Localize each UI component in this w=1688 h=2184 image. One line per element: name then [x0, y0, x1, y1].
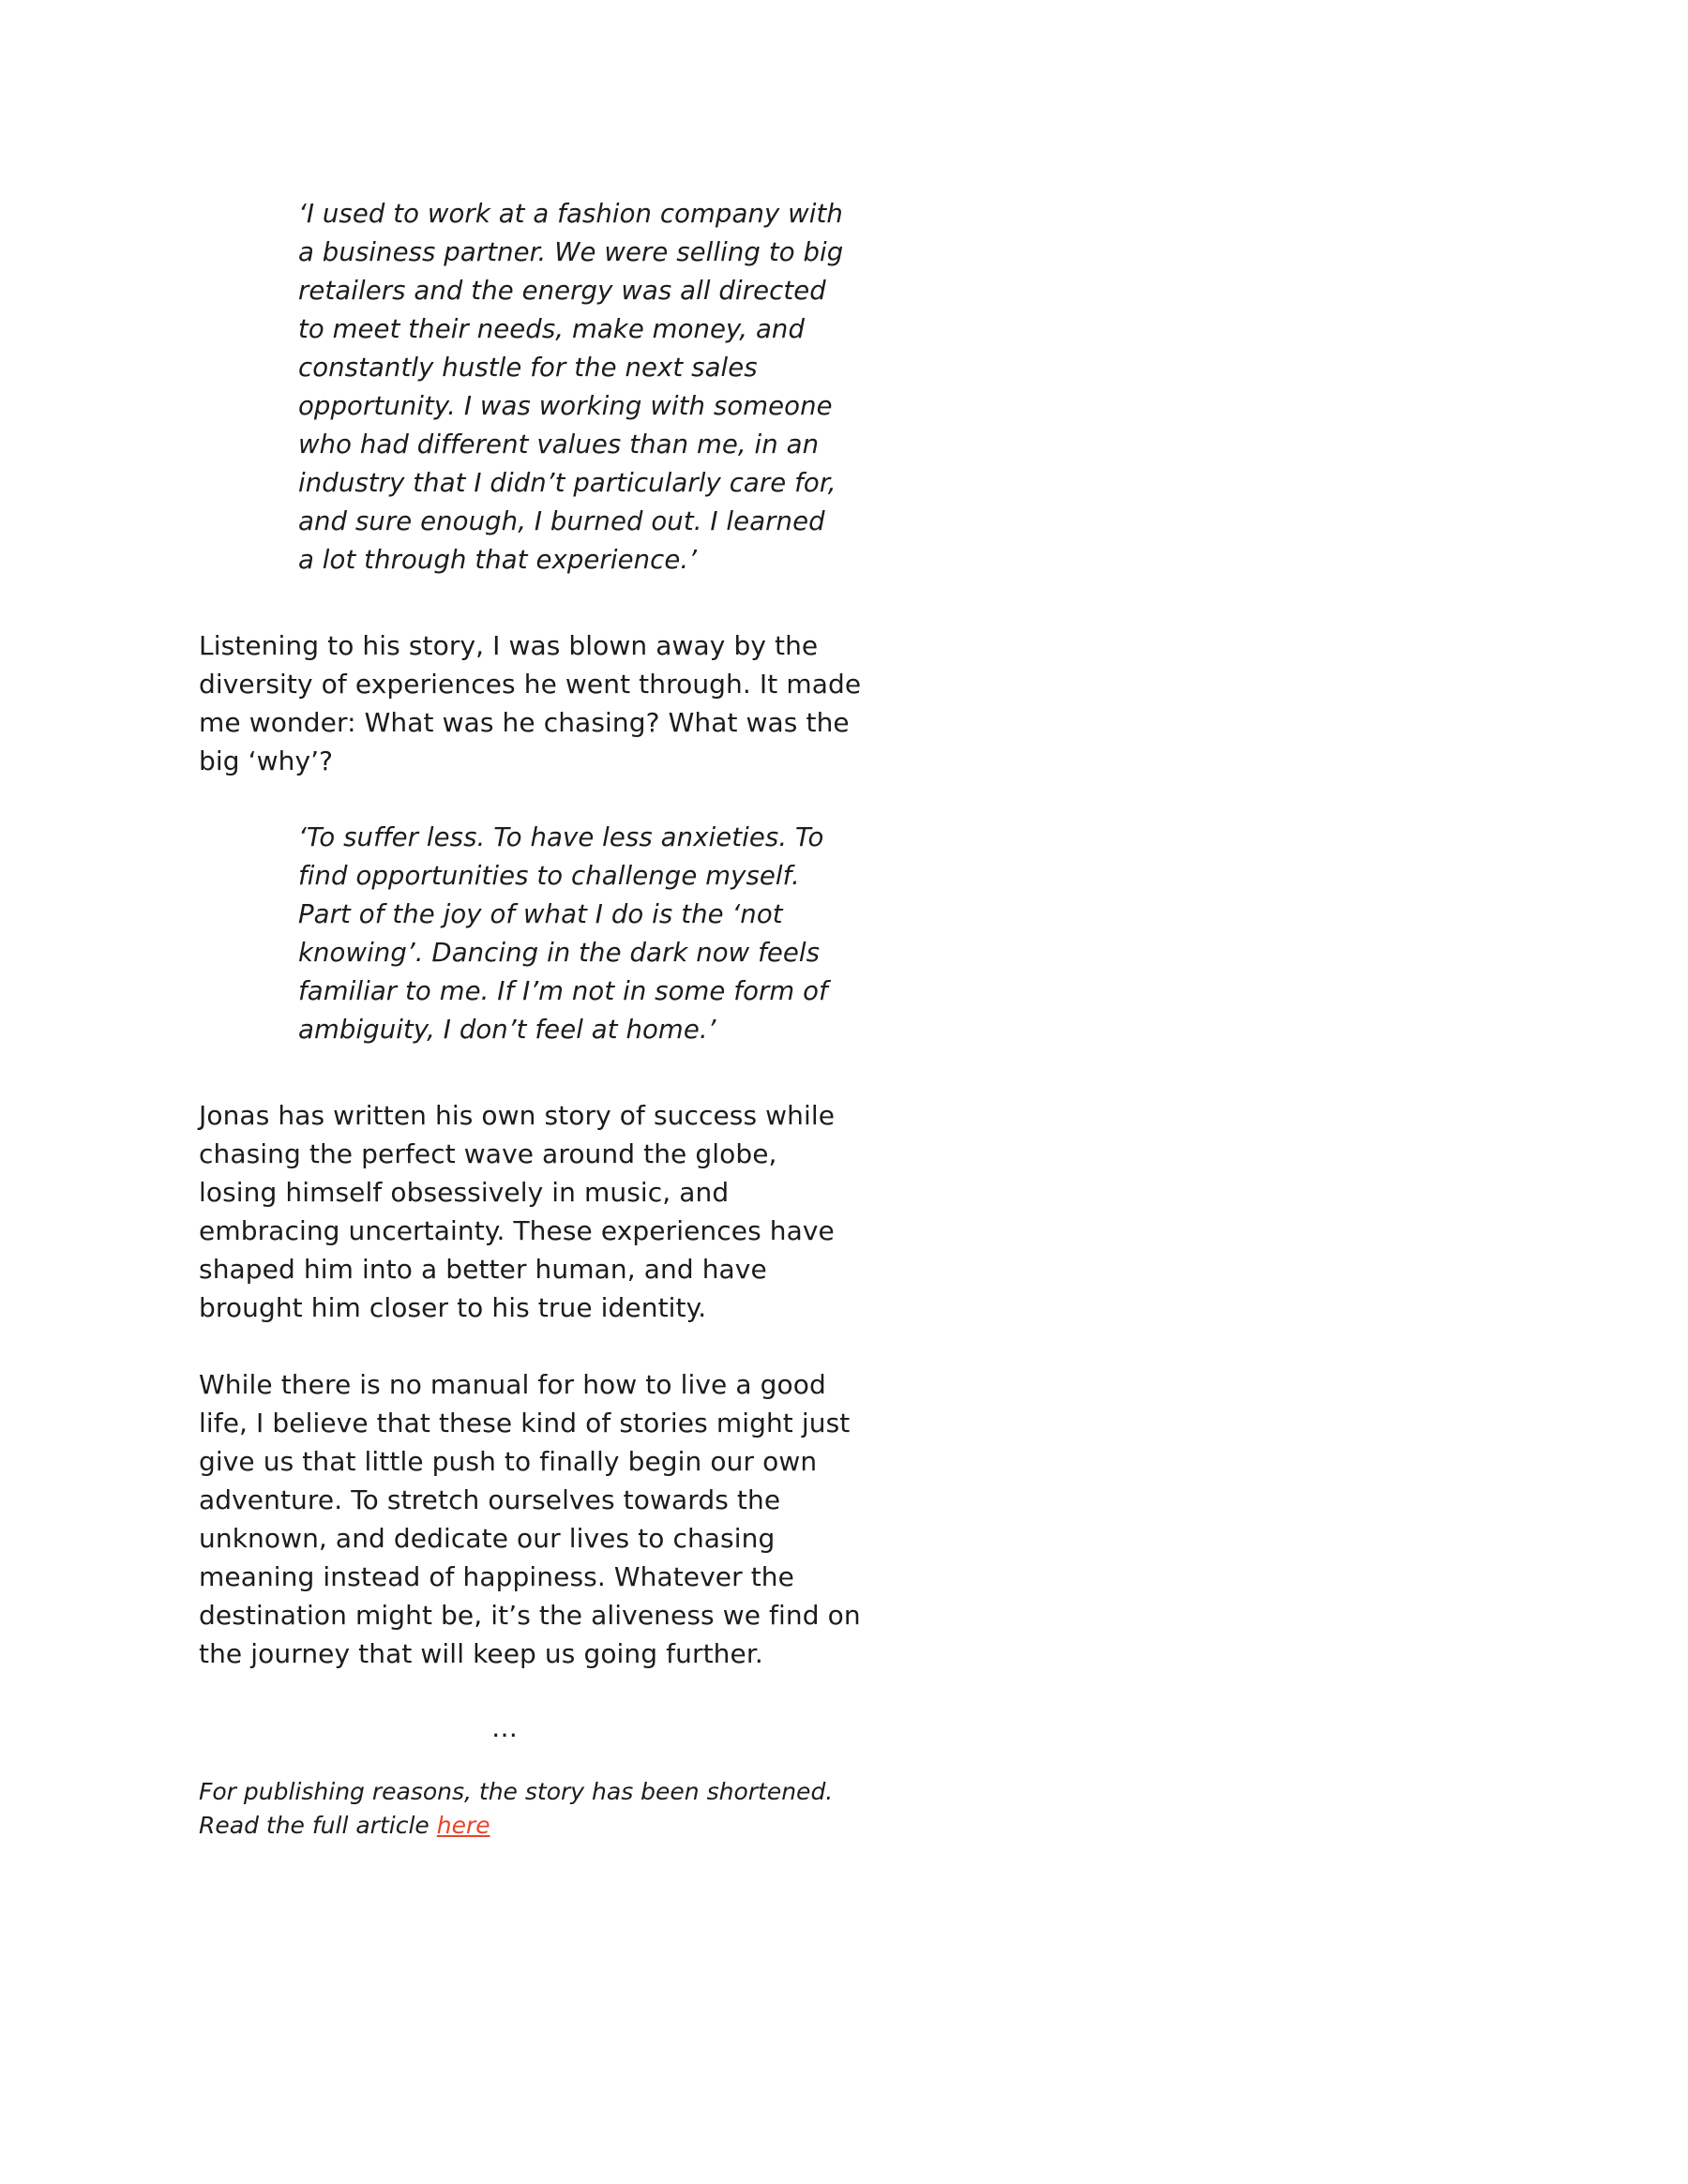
paragraph-line: brought him closer to his true identity.: [199, 1292, 707, 1323]
paragraph-line: meaning instead of happiness. Whatever the: [199, 1561, 794, 1592]
paragraph-line: me wonder: What was he chasing? What was the: [199, 707, 850, 738]
quote-line: ‘To suffer less. To have less anxieties. To: [298, 822, 824, 852]
quote-line: opportunity. I was working with someone: [298, 391, 833, 421]
quote-line: who had different values than me, in an: [298, 429, 820, 459]
quote-line: a business partner. We were selling to big: [298, 237, 844, 267]
quote-line: knowing’. Dancing in the dark now feels: [298, 938, 821, 968]
paragraph-line: Jonas has written his own story of success while: [199, 1100, 836, 1131]
quote-line: Part of the joy of what I do is the ‘not: [298, 899, 783, 929]
paragraph-3: [199, 1365, 861, 1673]
publishing-note-line: For publishing reasons, the story has been shortened.: [199, 1778, 834, 1805]
read-more-prefix: Read the full article: [199, 1812, 437, 1839]
quote-line: find opportunities to challenge myself.: [298, 861, 800, 891]
paragraph-line: big ‘why’?: [199, 746, 334, 776]
paragraph-line: shaped him into a better human, and have: [199, 1254, 767, 1285]
paragraph-2: [199, 1096, 836, 1327]
quote-line: ‘I used to work at a fashion company with: [298, 199, 843, 229]
paragraph-line: life, I believe that these kind of stories might just: [199, 1408, 851, 1438]
article-body: [199, 195, 862, 1843]
read-more-line: [199, 1809, 818, 1843]
quote-line: retailers and the energy was all directed: [298, 276, 826, 306]
paragraph-line: chasing the perfect wave around the globe,: [199, 1138, 777, 1169]
publishing-note: [199, 1775, 834, 1843]
read-full-article-link[interactable]: here: [436, 1812, 490, 1839]
quote-line: ambiguity, I don’t feel at home.’: [298, 1015, 716, 1045]
section-ellipsis: …: [491, 1712, 518, 1743]
paragraph-line: the journey that will keep us going further.: [199, 1638, 763, 1669]
paragraph-1: [199, 626, 862, 780]
paragraph-line: losing himself obsessively in music, and: [199, 1177, 730, 1208]
quote-line: a lot through that experience.’: [298, 545, 698, 575]
paragraph-line: While there is no manual for how to live a good: [199, 1369, 826, 1400]
quote-block-2: [298, 819, 828, 1049]
paragraph-line: embracing uncertainty. These experiences have: [199, 1215, 835, 1246]
paragraph-line: unknown, and dedicate our lives to chasing: [199, 1523, 776, 1554]
paragraph-line: adventure. To stretch ourselves towards the: [199, 1484, 781, 1515]
quote-line: constantly hustle for the next sales: [298, 353, 758, 383]
paragraph-line: diversity of experiences he went through. It made: [199, 669, 862, 700]
paragraph-line: destination might be, it’s the aliveness we find on: [199, 1600, 861, 1631]
quote-line: familiar to me. If I’m not in some form of: [298, 976, 828, 1006]
quote-line: to meet their needs, make money, and: [298, 314, 805, 344]
paragraph-line: give us that little push to finally begin our own: [199, 1446, 818, 1477]
quote-block-1: [298, 195, 844, 580]
paragraph-line: Listening to his story, I was blown away by the: [199, 630, 819, 661]
quote-line: industry that I didn’t particularly care for,: [298, 468, 836, 498]
quote-line: and sure enough, I burned out. I learned: [298, 506, 825, 536]
